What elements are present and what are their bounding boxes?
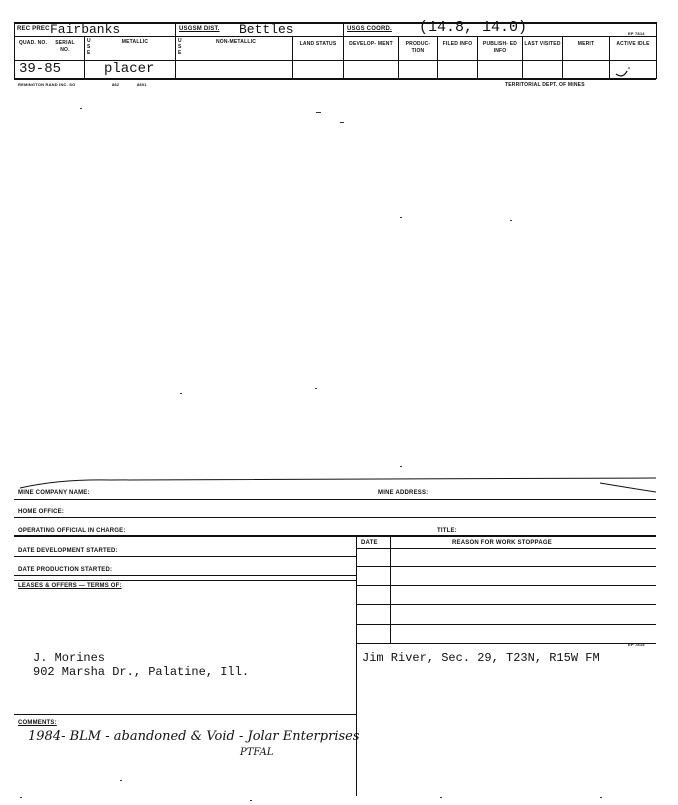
col-non-metallic: NON-METALLIC: [215, 39, 257, 45]
rec-prec-value: Fairbanks: [50, 22, 121, 37]
col-merit: MERIT: [577, 41, 595, 47]
printer-label: REMINGTON RAND INC. SO: [18, 82, 76, 87]
card-top-edge: [0, 470, 678, 500]
quad-serial-value: 39-85: [19, 61, 62, 77]
leases-label: LEASES & OFFERS — TERMS OF:: [18, 583, 122, 589]
col-filed-info: FILED INFO: [442, 41, 473, 47]
rec-prec-label: REC PREC: [17, 26, 50, 32]
date-production-label: DATE PRODUCTION STARTED:: [18, 567, 113, 573]
owner-address: 902 Marsha Dr., Palatine, Ill.: [33, 665, 250, 679]
date-col-header: DATE: [361, 540, 378, 546]
title-label: TITLE:: [437, 528, 457, 534]
reason-col-header: REASON FOR WORK STOPPAGE: [452, 540, 552, 546]
mine-address-label: MINE ADDRESS:: [378, 490, 429, 496]
operating-official-label: OPERATING OFFICIAL IN CHARGE:: [18, 528, 126, 534]
col-last-visited: LAST VISITED: [524, 41, 561, 47]
usgs-coord-value: (14.8, 14.0): [419, 19, 528, 36]
comments-label: COMMENTS:: [18, 720, 57, 726]
printer-code-1: 882: [112, 82, 120, 87]
col-development: DEVELOP- MENT: [349, 41, 393, 47]
owner-name: J. Morines: [33, 651, 106, 665]
home-office-label: HOME OFFICE:: [18, 509, 65, 515]
comment-line-1: 1984- BLM - abandoned & Void - Jolar Enterprises: [28, 729, 360, 744]
mine-company-label: MINE COMPANY NAME:: [18, 490, 90, 496]
location-text: Jim River, Sec. 29, T23N, R15W FM: [362, 651, 600, 665]
usgs-dist-value: Bettles: [239, 22, 294, 37]
comment-line-2: PTFAL: [240, 747, 274, 758]
col-metallic: METALLIC: [121, 39, 149, 45]
usgs-coord-label: USGS COORD.: [347, 26, 392, 32]
col-active-idle: ACTIVE IDLE: [616, 41, 650, 47]
printer-code-2: 8801: [137, 82, 147, 87]
col-serial-no: SERIAL NO.: [55, 40, 75, 53]
col-published-info: PUBLISH- ED INFO: [482, 41, 518, 54]
col-quad-no: QUAD. NO.: [18, 40, 48, 46]
usgs-dist-label: USGSM DIST.: [179, 26, 220, 32]
form-code-top: EP 7814: [628, 31, 645, 36]
col-production: PRODUC- TION: [405, 41, 431, 54]
department-label: TERRITORIAL DEPT. OF MINES: [505, 82, 585, 88]
col-land-status: LAND STATUS: [299, 41, 337, 47]
metallic-value: placer: [104, 61, 155, 77]
col-use-2: U S E: [178, 38, 182, 56]
date-development-label: DATE DEVELOPMENT STARTED:: [18, 548, 118, 554]
col-use-1: U S E: [87, 38, 91, 56]
form-code-bottom: EP 7815: [628, 642, 645, 647]
active-idle-mark: [613, 62, 633, 78]
